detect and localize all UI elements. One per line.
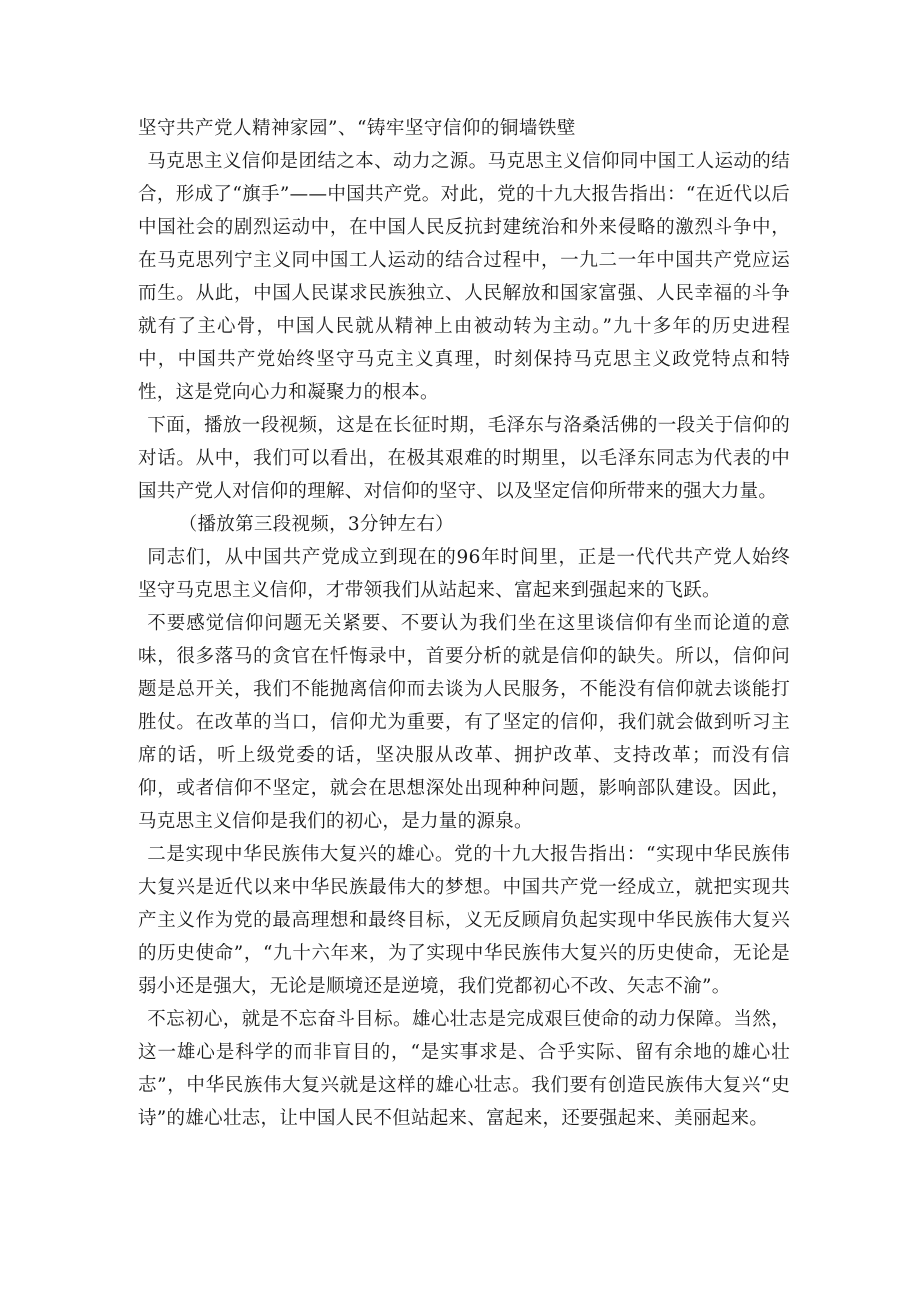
paragraph-marxism-belief: 马克思主义信仰是团结之本、动力之源。马克思主义信仰同中国工人运动的结合，形成了“旗手”——中国共产党。对此，党的十九大报告指出：“在近代以后中国社会的剧烈运动中，在中国人民反抗封建统治和外来侵略的激烈斗争中，在马克思列宁主义同中国工人运动的结合过程中，一九二一年中国共产党应运而生。从此，中国人民谋求民族独立、人民解放和国家富强、人民幸福的斗争就有了主心骨，中国人民就从精神上由被动转为主动。”九十多年的历史进程中，中国共产党始终坚守马克主义真理，时刻保持马克思主义政党特点和特性，这是党向心力和凝聚力的根本。 (138, 151, 790, 403)
paragraph-belief-switch: 不要感觉信仰问题无关紧要、不要认为我们坐在这里谈信仰有坐而论道的意味，很多落马的贪官在忏悔录中，首要分析的就是信仰的缺失。所以，信仰问题是总开关，我们不能抛离信仰而去谈为人民服务，不能没有信仰就去谈能打胜仗。在改革的当口，信仰尤为重要，有了坚定的信仰，我们就会做到听习主席的话，听上级党委的话，坚决服从改革、拥护改革、支持改革；而没有信仰，或者信仰不坚定，就会在思想深处出现种种问题，影响部队建设。因此，马克思主义信仰是我们的初心，是力量的源泉。 (138, 613, 790, 832)
paragraph-96-years: 同志们，从中国共产党成立到现在的96年时间里，正是一代代共产党人始终坚守马克思主义信仰，才带领我们从站起来、富起来到强起来的飞跃。 (138, 547, 790, 601)
paragraph-stage-direction: （播放第三段视频，3分钟左右） (178, 514, 454, 535)
section-heading: 坚守共产党人精神家园”、“铸牢坚守信仰的铜墙铁壁 (138, 118, 576, 139)
paragraph-video-intro: 下面，播放一段视频，这是在长征时期，毛泽东与洛桑活佛的一段关于信仰的对话。从中，我们可以看出，在极其艰难的时期里，以毛泽东同志为代表的中国共产党人对信仰的理解、对信仰的坚守、以及坚定信仰所带来的强大力量。 (138, 415, 790, 502)
paragraph-original-aspiration: 不忘初心，就是不忘奋斗目标。雄心壮志是完成艰巨使命的动力保障。当然，这一雄心是科学的而非盲目的，“是实事求是、合乎实际、留有余地的雄心壮志”，中华民族伟大复兴就是这样的雄心壮志。我们要有创造民族伟大复兴“史诗”的雄心壮志，让中国人民不但站起来、富起来，还要强起来、美丽起来。 (138, 1009, 790, 1129)
document-body (138, 112, 790, 1135)
paragraph-rejuvenation-ambition: 二是实现中华民族伟大复兴的雄心。党的十九大报告指出：“实现中华民族伟大复兴是近代以来中华民族最伟大的梦想。中国共产党一经成立，就把实现共产主义作为党的最高理想和最终目标，义无反顾肩负起实现中华民族伟大复兴的历史使命”，“九十六年来，为了实现中华民族伟大复兴的历史使命，无论是弱小还是强大，无论是顺境还是逆境，我们党都初心不改、矢志不渝”。 (138, 844, 790, 997)
